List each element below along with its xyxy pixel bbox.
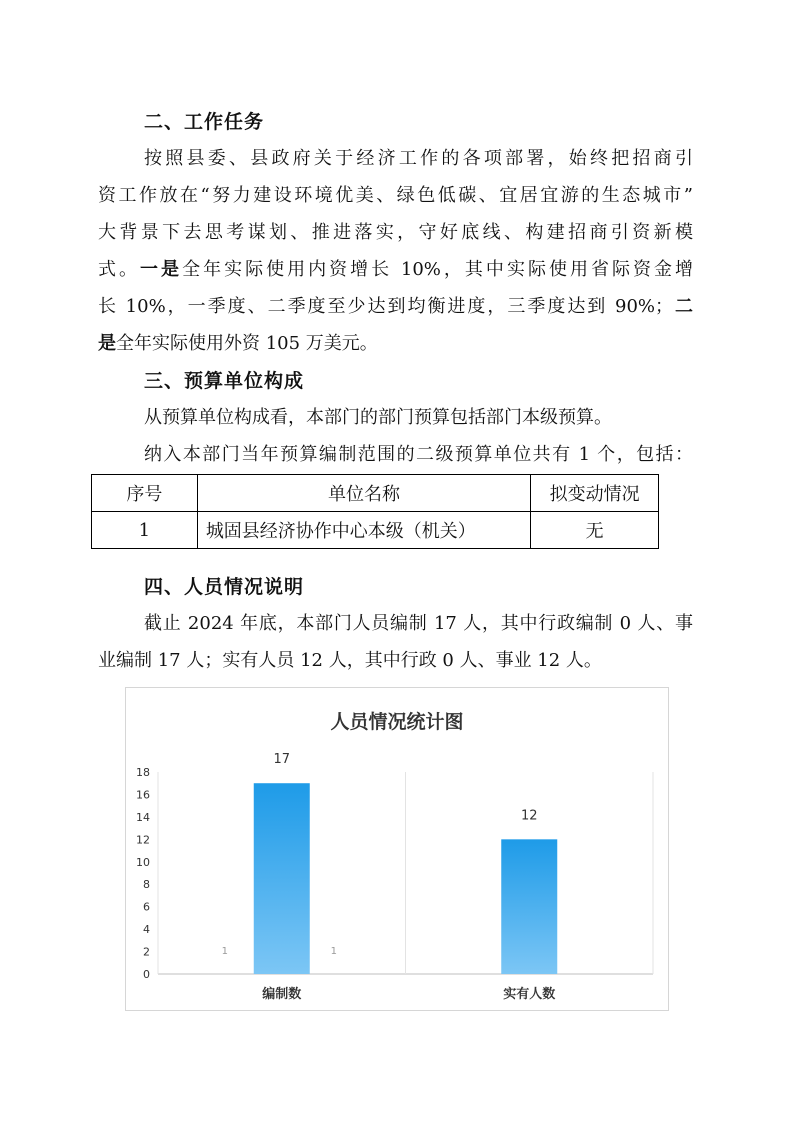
- paragraph-line: 截止 2024 年底，本部门人员编制 17 人，其中行政编制 0 人、事: [144, 613, 693, 634]
- bar: [254, 783, 310, 974]
- table-header-cell: 拟变动情况: [531, 475, 659, 512]
- y-tick-label: 0: [143, 968, 150, 981]
- bar: [501, 839, 557, 974]
- paragraph-line: 资工作放在“努力建设环境优美、绿色低碳、宜居宜游的生态城市”: [98, 185, 693, 206]
- paragraph-line: 业编制 17 人；实有人员 12 人，其中行政 0 人、事业 12 人。: [98, 650, 602, 671]
- y-tick-label: 6: [143, 900, 150, 914]
- table-header-cell: 序号: [92, 475, 198, 512]
- y-tick-label: 4: [143, 923, 150, 937]
- y-tick-label: 10: [136, 855, 150, 869]
- chart-title: 人员情况统计图: [330, 711, 464, 733]
- table-header-row: [92, 475, 659, 512]
- y-tick-label: 12: [136, 833, 150, 847]
- budget-units-table: [91, 474, 659, 549]
- section-heading-work-tasks: 二、工作任务: [144, 111, 265, 133]
- table-row: [92, 512, 659, 549]
- stray-label: 1: [330, 946, 337, 957]
- stray-label: 1: [221, 946, 228, 957]
- emphasis-second-cont: 是: [98, 333, 116, 354]
- section-heading-budget-units: 三、预算单位构成: [144, 370, 305, 392]
- table-cell: 1: [92, 512, 198, 549]
- y-tick-label: 14: [136, 810, 150, 824]
- y-tick-label: 18: [136, 766, 150, 779]
- y-tick-label: 2: [143, 945, 150, 959]
- text-run: 长 10%，一季度、二季度至少达到均衡进度，三季度达到 90%；: [98, 296, 674, 317]
- staff-chart: [125, 687, 669, 1011]
- data-label: 12: [520, 808, 538, 824]
- staff-chart-svg: [126, 688, 668, 1010]
- paragraph-line: 从预算单位构成看，本部门的部门预算包括部门本级预算。: [144, 407, 612, 428]
- text-run: 全年实际使用外资 105 万美元。: [116, 333, 378, 354]
- table-header-cell: 单位名称: [197, 475, 530, 512]
- paragraph-line: [98, 329, 378, 355]
- paragraph-line: 按照县委、县政府关于经济工作的各项部署，始终把招商引: [144, 148, 693, 169]
- paragraph-line: [98, 292, 693, 318]
- table-cell: 城固县经济协作中心本级（机关）: [197, 512, 530, 549]
- paragraph-line: 纳入本部门当年预算编制范围的二级预算单位共有 1 个，包括：: [144, 444, 693, 465]
- section-heading-staff: 四、人员情况说明: [144, 576, 305, 598]
- paragraph-line: 大背景下去思考谋划、推进落实，守好底线、构建招商引资新模: [98, 222, 693, 243]
- text-run: 全年实际使用内资增长 10%，其中实际使用省际资金增: [182, 259, 694, 280]
- y-tick-label: 8: [143, 878, 150, 892]
- data-label: 17: [273, 752, 291, 768]
- category-label: 编制数: [262, 987, 302, 1002]
- emphasis-second: 二: [673, 296, 693, 317]
- emphasis-first: 一是: [140, 259, 183, 280]
- paragraph-line: [98, 255, 693, 281]
- y-tick-label: 16: [136, 788, 150, 802]
- text-run: 式。: [98, 259, 141, 280]
- category-label: 实有人数: [503, 987, 556, 1002]
- table-cell: 无: [531, 512, 659, 549]
